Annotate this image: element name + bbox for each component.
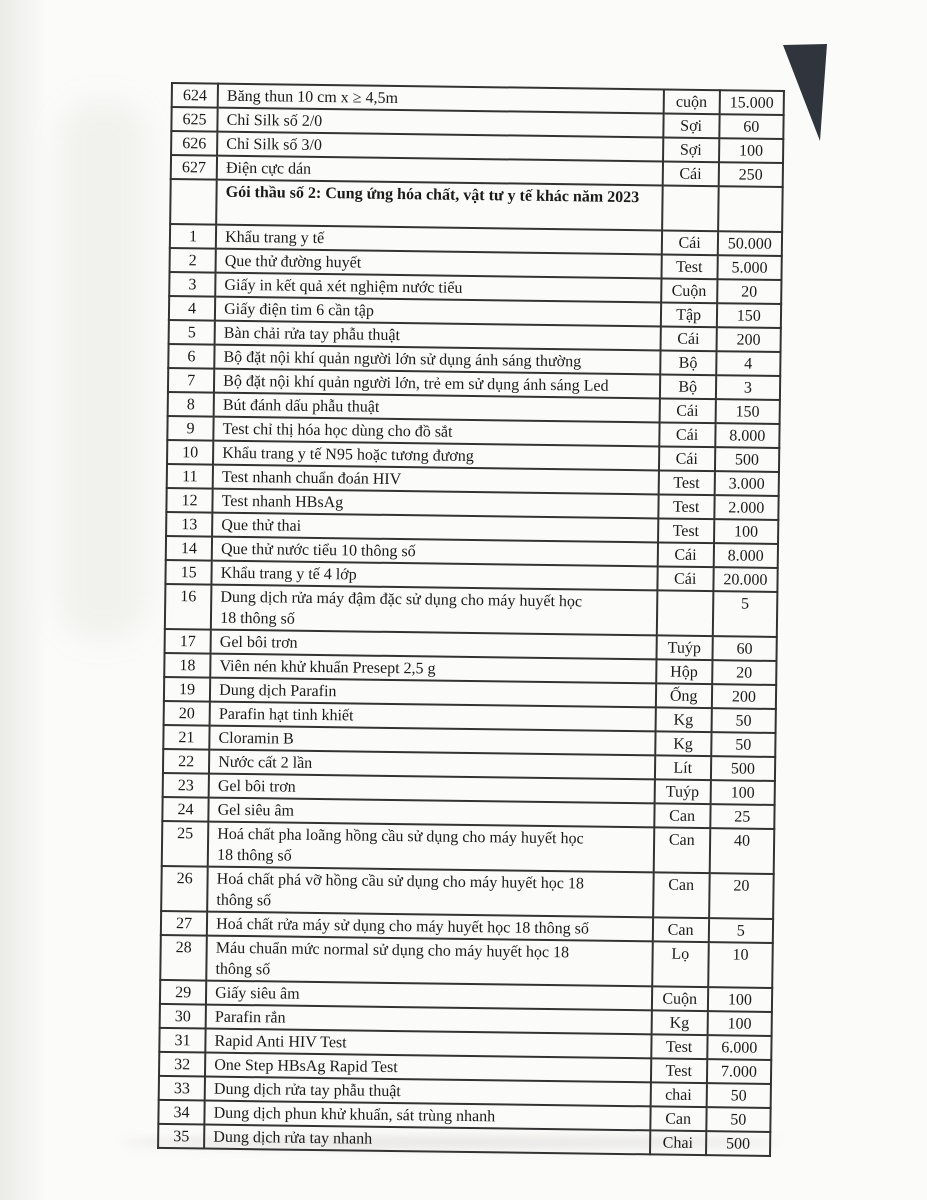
row-number-cell: 19	[164, 677, 210, 702]
quantity-cell: 5	[713, 591, 778, 637]
item-name-cell: Hoá chất rửa máy sử dụng cho máy huyết học 18 thông số	[207, 912, 653, 942]
unit-cell: Cái	[660, 326, 716, 351]
item-name-cell: Parafin rắn	[206, 1005, 652, 1035]
quantity-cell: 8.000	[713, 543, 778, 568]
unit-cell: Cái	[661, 230, 717, 255]
item-name-cell: Gói thầu số 2: Cung ứng hóa chất, vật tư y tế khác năm 2023	[216, 180, 662, 231]
row-number-cell: 624	[172, 83, 218, 108]
row-number-cell: 16	[165, 584, 212, 630]
table-row	[165, 584, 778, 637]
quantity-cell: 500	[706, 1131, 771, 1156]
quantity-cell: 100	[719, 138, 784, 163]
unit-cell: Kg	[651, 1010, 707, 1035]
unit-cell: Lít	[655, 755, 711, 780]
item-name-cell: Bộ đặt nội khí quản người lớn, trẻ em sử dụng ánh sáng Led	[214, 369, 660, 399]
item-name-cell: Dung dịch phun khử khuẩn, sát trùng nhanh	[205, 1101, 651, 1131]
row-number-cell: 21	[163, 725, 209, 750]
quantity-cell: 50	[706, 1107, 771, 1132]
quantity-cell: 60	[719, 114, 784, 139]
row-number-cell	[170, 179, 217, 225]
unit-cell: Test	[658, 470, 714, 495]
item-name-cell: Test nhanh HBsAg	[213, 489, 659, 519]
corner-fold-triangle	[783, 44, 827, 141]
row-number-cell: 18	[164, 653, 210, 678]
item-name-cell: Băng thun 10 cm x ≥ 4,5m	[218, 84, 664, 114]
row-number-cell: 32	[159, 1052, 205, 1077]
row-number-cell: 7	[168, 368, 214, 393]
item-name-cell: Nước cất 2 lần	[209, 750, 655, 780]
row-number-cell: 27	[161, 911, 207, 936]
item-name-cell: Gel siêu âm	[208, 798, 654, 828]
unit-cell	[656, 590, 713, 636]
quantity-cell: 50	[711, 708, 776, 733]
quantity-cell: 4	[716, 351, 781, 376]
unit-cell: Tuýp	[656, 635, 712, 660]
row-number-cell: 12	[166, 488, 212, 513]
row-number-cell: 3	[169, 272, 215, 297]
row-number-cell: 34	[158, 1100, 204, 1125]
quantity-cell: 10	[708, 942, 773, 988]
unit-cell	[662, 185, 719, 231]
item-name-cell: Khẩu trang y tế N95 hoặc tương đương	[213, 441, 659, 471]
quantity-cell: 2.000	[714, 495, 779, 520]
unit-cell: Can	[654, 803, 710, 828]
quantity-cell: 200	[716, 327, 781, 352]
row-number-cell: 28	[160, 935, 207, 981]
scan-shading-left	[0, 0, 48, 1200]
row-number-cell: 9	[167, 416, 213, 441]
item-name-cell: Bút đánh dấu phẫu thuật	[214, 393, 660, 423]
quantity-cell: 50	[706, 1083, 771, 1108]
item-name-cell: Chỉ Silk số 3/0	[217, 132, 663, 162]
unit-cell: Cái	[659, 398, 715, 423]
item-name-cell: Parafin hạt tinh khiết	[210, 702, 656, 732]
item-name-cell: Giấy điện tim 6 cần tập	[215, 297, 661, 327]
quantity-cell: 15.000	[719, 90, 784, 115]
quantity-cell: 6.000	[707, 1035, 772, 1060]
item-name-cell: Hoá chất phá vỡ hồng cầu sử dụng cho máy huyết học 18 thông số	[207, 867, 653, 918]
unit-cell: Cuộn	[651, 986, 707, 1011]
item-name-cell: One Step HBsAg Rapid Test	[205, 1053, 651, 1083]
row-number-cell: 6	[168, 344, 214, 369]
quantity-cell: 200	[712, 684, 777, 709]
unit-cell: Hộp	[656, 659, 712, 684]
row-number-cell: 31	[159, 1028, 205, 1053]
row-number-cell: 30	[160, 1004, 206, 1029]
unit-cell: Bộ	[660, 350, 716, 375]
item-name-cell: Khẩu trang y tế	[216, 225, 662, 255]
unit-cell: Cái	[659, 446, 715, 471]
item-name-cell: Điện cực dán	[217, 156, 663, 186]
item-name-cell: Dung dịch rửa tay phẫu thuật	[205, 1077, 651, 1107]
row-number-cell: 25	[162, 821, 209, 867]
unit-cell: Cái	[659, 422, 715, 447]
item-name-cell: Test chỉ thị hóa học dùng cho đồ sắt	[213, 417, 659, 447]
row-number-cell: 626	[171, 131, 217, 156]
item-name-cell: Gel bôi trơn	[211, 630, 657, 660]
row-number-cell: 22	[163, 749, 209, 774]
quantity-cell	[718, 186, 783, 232]
unit-cell: Sợi	[663, 113, 719, 138]
unit-cell: Test	[658, 518, 714, 543]
quantity-cell: 3.000	[714, 471, 779, 496]
quantity-cell: 100	[714, 519, 779, 544]
item-name-cell: Máu chuẩn mức normal sử dụng cho máy huyết học 18 thông số	[206, 936, 652, 987]
table-row	[161, 866, 774, 919]
unit-cell: Ống	[655, 683, 711, 708]
unit-cell: Tuýp	[654, 779, 710, 804]
quantity-cell: 500	[715, 447, 780, 472]
item-name-cell: Que thử đường huyết	[216, 249, 662, 279]
unit-cell: Can	[653, 827, 710, 873]
item-name-cell: Dung dịch rửa tay nhanh	[204, 1125, 650, 1155]
quantity-cell: 20	[712, 660, 777, 685]
quantity-cell: 8.000	[715, 423, 780, 448]
row-number-cell: 13	[166, 512, 212, 537]
unit-cell: Kg	[655, 731, 711, 756]
item-name-cell: Rapid Anti HIV Test	[205, 1029, 651, 1059]
quantity-cell: 150	[717, 303, 782, 328]
quantity-cell: 50	[711, 732, 776, 757]
quantity-cell: 150	[715, 399, 780, 424]
item-name-cell: Cloramin B	[209, 726, 655, 756]
item-name-cell: Que thử thai	[212, 513, 658, 543]
unit-cell: Test	[651, 1058, 707, 1083]
quantity-cell: 500	[711, 756, 776, 781]
row-number-cell: 23	[163, 773, 209, 798]
quantity-cell: 3	[716, 375, 781, 400]
table-row	[170, 179, 783, 232]
quantity-cell: 5.000	[717, 255, 782, 280]
unit-cell: Cái	[657, 542, 713, 567]
row-number-cell: 1	[170, 224, 216, 249]
item-name-cell: Bộ đặt nội khí quản người lớn sử dụng ánh sáng thường	[214, 345, 660, 375]
item-name-cell: Dung dịch rửa máy đậm đặc sử dụng cho máy huyết học 18 thông số	[211, 585, 657, 636]
quantity-cell: 20.000	[713, 567, 778, 592]
unit-cell: Cái	[662, 161, 718, 186]
quantity-cell: 50.000	[718, 231, 783, 256]
unit-cell: Test	[651, 1034, 707, 1059]
row-number-cell: 625	[171, 107, 217, 132]
table-row	[162, 821, 775, 874]
unit-cell: Lọ	[652, 941, 709, 987]
quantity-cell: 250	[718, 162, 783, 187]
quantity-cell: 5	[709, 918, 774, 943]
unit-cell: Cái	[657, 566, 713, 591]
item-name-cell: Hoá chất pha loãng hồng cầu sử dụng cho máy huyết học 18 thông số	[208, 822, 654, 873]
quantity-cell: 40	[709, 828, 774, 874]
row-number-cell: 33	[159, 1076, 205, 1101]
quantity-cell: 100	[710, 780, 775, 805]
supply-table	[157, 82, 785, 1157]
item-name-cell: Giấy in kết quả xét nghiệm nước tiểu	[215, 273, 661, 303]
row-number-cell: 4	[169, 296, 215, 321]
quantity-cell: 20	[717, 279, 782, 304]
unit-cell: Test	[661, 254, 717, 279]
item-name-cell: Bàn chải rửa tay phẫu thuật	[215, 321, 661, 351]
row-number-cell: 35	[158, 1124, 204, 1149]
quantity-cell: 100	[708, 987, 773, 1012]
row-number-cell: 8	[168, 392, 214, 417]
unit-cell: Chai	[650, 1130, 706, 1155]
unit-cell: Can	[652, 917, 708, 942]
row-number-cell: 5	[169, 320, 215, 345]
item-name-cell: Gel bôi trơn	[209, 774, 655, 804]
row-number-cell: 24	[162, 797, 208, 822]
unit-cell: Sợi	[663, 137, 719, 162]
quantity-cell: 60	[712, 636, 777, 661]
unit-cell: Bộ	[660, 374, 716, 399]
row-number-cell: 11	[167, 464, 213, 489]
item-name-cell: Chỉ Silk số 2/0	[218, 108, 664, 138]
quantity-cell: 25	[710, 804, 775, 829]
row-number-cell: 15	[165, 560, 211, 585]
item-name-cell: Giấy siêu âm	[206, 981, 652, 1011]
row-number-cell: 29	[160, 980, 206, 1005]
row-number-cell: 17	[165, 629, 211, 654]
scan-streak	[58, 100, 148, 640]
quantity-cell: 7.000	[707, 1059, 772, 1084]
row-number-cell: 2	[170, 248, 216, 273]
unit-cell: Cuộn	[661, 278, 717, 303]
item-name-cell: Dung dịch Parafin	[210, 678, 656, 708]
quantity-cell: 100	[707, 1011, 772, 1036]
row-number-cell: 26	[161, 866, 208, 912]
table-row	[160, 935, 773, 988]
unit-cell: cuộn	[663, 89, 719, 114]
unit-cell: Tập	[660, 302, 716, 327]
unit-cell: chai	[650, 1082, 706, 1107]
item-name-cell: Viên nén khử khuẩn Presept 2,5 g	[210, 654, 656, 684]
supply-table-wrapper	[157, 82, 787, 1157]
item-name-cell: Khẩu trang y tế 4 lớp	[212, 561, 658, 591]
row-number-cell: 627	[171, 155, 217, 180]
quantity-cell: 20	[709, 873, 774, 919]
unit-cell: Kg	[655, 707, 711, 732]
row-number-cell: 14	[166, 536, 212, 561]
table-body	[158, 83, 784, 1156]
row-number-cell: 10	[167, 440, 213, 465]
unit-cell: Test	[658, 494, 714, 519]
row-number-cell: 20	[164, 701, 210, 726]
unit-cell: Can	[653, 872, 710, 918]
item-name-cell: Test nhanh chuẩn đoán HIV	[213, 465, 659, 495]
item-name-cell: Que thử nước tiểu 10 thông số	[212, 537, 658, 567]
unit-cell: Can	[650, 1106, 706, 1131]
